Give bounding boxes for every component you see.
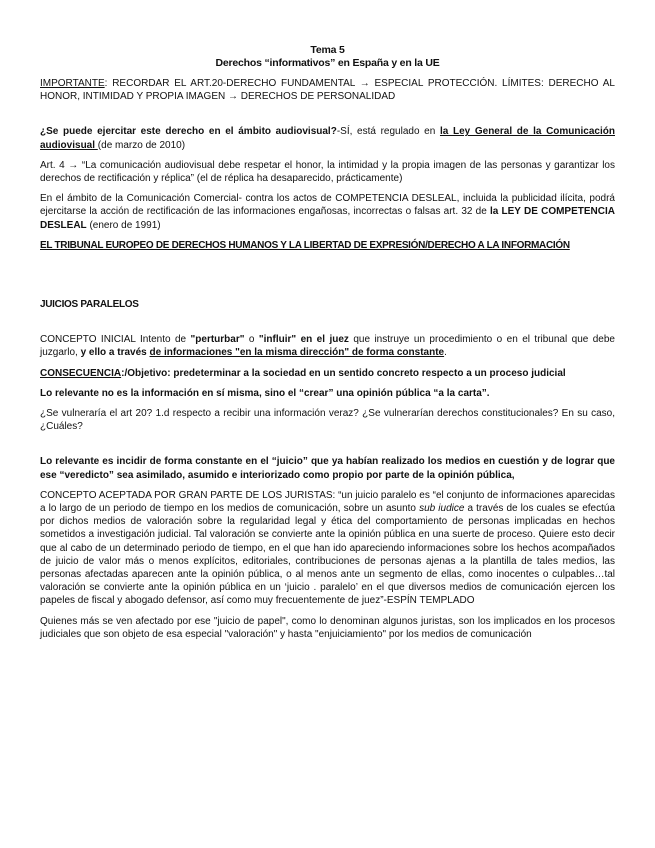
importante-label: IMPORTANTE — [40, 78, 105, 89]
comercial-paragraph — [40, 192, 615, 232]
relevante-paragraph-1: Lo relevante no es la información en sí misma, sino el “crear” una opinión pública “a la carta”. — [40, 387, 490, 399]
relevante-paragraph-2: Lo relevante es incidir de forma constante en el “juicio” que ya habían realizado los medios en cuestión y de lograr que ese “veredicto” sea asimilado, asumido e interiorizado como propio por parte de la opinión pública, — [40, 456, 615, 481]
concepto-aceptada-italic: sub iudice — [419, 503, 465, 515]
concepto-text-3: que instruye un procedimiento o en el tribunal que debe juzgarlo, — [40, 334, 615, 359]
concepto-inicial-label: CONCEPTO INICIAL — [40, 334, 140, 346]
consecuencia-text: :/Objetivo: predeterminar a la sociedad en un sentido concreto respecto a un proceso judicial — [121, 367, 566, 379]
concepto-bold-2: "influir" en el juez — [258, 334, 349, 346]
comercial-text: En el ámbito de la Comunicación Comercial- contra los actos de COMPETENCIA DESLEAL, incluida la publicidad ilícita, podrá ejercitarse la acción de rectificación de las informaciones engañosas, incorrectas o falsas art. 32 de — [40, 193, 615, 218]
audiovisual-paragraph — [40, 125, 615, 151]
tribunal-heading: EL TRIBUNAL EUROPEO DE DERECHOS HUMANOS Y LA LIBERTAD DE EXPRESIÓN/DERECHO A LA INFORMACIÓN — [40, 239, 570, 251]
importante-paragraph — [40, 77, 615, 103]
concepto-end: . — [444, 347, 447, 359]
audiovisual-question: ¿Se puede ejercitar este derecho en el ámbito audiovisual? — [40, 126, 337, 138]
art4-paragraph: Art. 4 → “La comunicación audiovisual debe respetar el honor, la intimidad y la propia imagen de las personas y garantizar los derechos de rectificación y réplica” (el de réplica ha desaparecido, prácticamente) — [40, 159, 615, 185]
audiovisual-date: (de marzo de 2010) — [97, 139, 186, 151]
concepto-aceptada-pre: CONCEPTO ACEPTADA POR GRAN PARTE DE LOS JURISTAS: “un juicio paralelo es “el conjunto de informaciones aparecidas a lo largo de un periodo de tiempo en los medios de comunicación, sobre un asunto — [40, 489, 615, 515]
audiovisual-law: la Ley General de la Comunicación audiovisual — [40, 126, 615, 151]
title-line-1: Tema 5 — [310, 44, 345, 56]
concepto-bold-3: y ello a través — [80, 347, 150, 359]
quienes-paragraph: Quienes más se ven afectado por ese "juicio de papel", como lo denominan algunos juristas, son los implicados en los procesos judiciales que son objeto de esa especial "valoración" y hasta "enjuiciamiento" por los medios de comunicación — [40, 615, 615, 640]
consecuencia-label: CONSECUENCIA — [40, 367, 122, 379]
concepto-bold-4: de informaciones "en la misma dirección" de forma constante — [149, 347, 445, 359]
comercial-date: (enero de 1991) — [86, 219, 161, 231]
concepto-aceptada-post: a través de los cuales se efectúa por dichos medios de valoración sobre la regularidad legal y ética del comportamiento de personas implicadas en hechos sometidos a investigación judicial. Tal valoración se convierte ante la opinión pública en una suerte de proceso. Quiere esto decir que al cabo de un determinado periodo de tiempo, en el que han ido apareciendo informaciones sobre los hechos acompañados de juicio de valor más o menos explícitos, editoriales, contribuciones de personas ajenas a la plantilla de tales medios, las personas afectadas aparecen ante la opinión pública, o al menos ante un segmento de ellas, como inocentes o culpables…tal valoración se convierte ante la opinión pública en un ‘juicio . paralelo’ en el que diversos medios de comunicación ejercen los papeles de fiscal y abogado defensor, así como muy frecuentemente de juez”-ESPÍN TEMPLADO — [40, 503, 615, 607]
concepto-inicial-paragraph — [40, 333, 615, 359]
importante-text: : RECORDAR EL ART.20-DERECHO FUNDAMENTAL → ESPECIAL PROTECCIÓN. LÍMITES: DERECHO AL HONOR, INTIMIDAD Y PROPIA IMAGEN → DERECHOS DE PERSONALIDAD — [40, 78, 615, 103]
pregunta-paragraph: ¿Se vulneraría el art 20? 1.d respecto a recibir una información veraz? ¿Se vulnerarían derechos constitucionales? En su caso, ¿Cuáles? — [40, 408, 615, 433]
concepto-aceptada-paragraph — [40, 489, 615, 608]
concepto-text-2: o — [244, 334, 259, 346]
consecuencia-paragraph — [40, 367, 615, 380]
juicios-heading: JUICIOS PARALELOS — [40, 299, 139, 311]
concepto-bold-1: "perturbar" — [190, 334, 245, 346]
title-line-2: Derechos “informativos” en España y en la UE — [215, 57, 440, 69]
audiovisual-answer: -SÍ, está regulado en — [336, 126, 440, 138]
concepto-text-1: Intento de — [139, 334, 191, 346]
comercial-law: la LEY DE COMPETENCIA DESLEAL — [40, 206, 615, 231]
